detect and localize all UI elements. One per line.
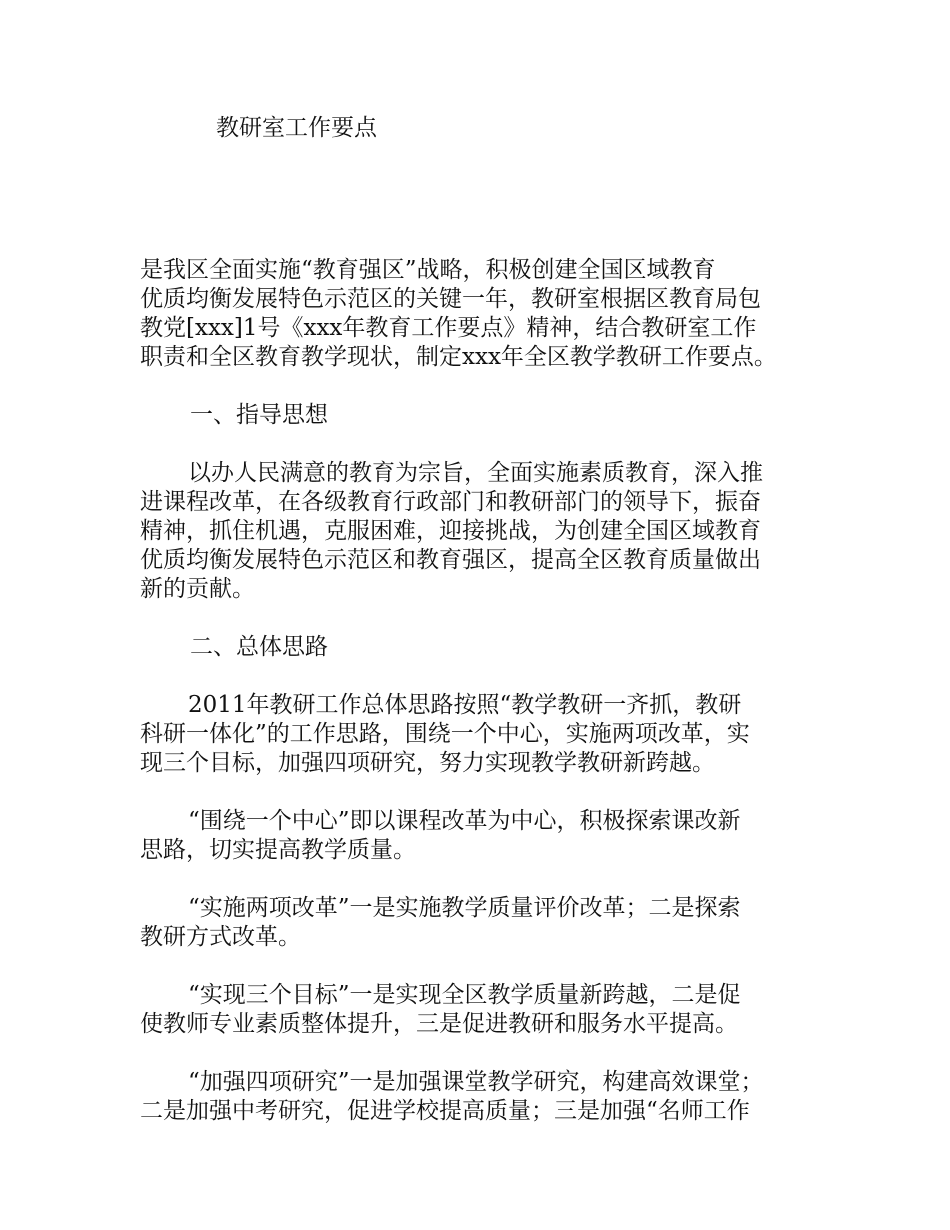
paragraph-line: 新的贡献。	[140, 576, 255, 602]
paragraph-line: 使教师专业素质整体提升，三是促进教研和服务水平提高。	[140, 1011, 738, 1037]
paragraph-line: 二是加强中考研究，促进学校提高质量；三是加强“名师工作	[140, 1098, 750, 1124]
guiding-ideology-paragraph	[140, 459, 830, 604]
section-heading-overall-approach: 二、总体思路	[190, 634, 328, 660]
paragraph-line: “加强四项研究”一是加强课堂教学研究，构建高效课堂；	[188, 1069, 764, 1095]
paragraph-line: 精神，抓住机遇，克服困难，迎接挑战，为创建全国区域教育	[140, 518, 761, 544]
four-studies-paragraph	[140, 1068, 830, 1126]
overall-approach-paragraph	[140, 691, 830, 778]
section-heading-guiding-ideology: 一、指导思想	[190, 402, 328, 428]
paragraph-line: 教研方式改革。	[140, 924, 301, 950]
intro-line: 优质均衡发展特色示范区的关键一年，教研室根据区教育局包	[140, 286, 761, 312]
document-body	[140, 256, 830, 1155]
paragraph-line: 优质均衡发展特色示范区和教育强区，提高全区教育质量做出	[140, 547, 761, 573]
document-title: 教研室工作要点	[216, 115, 377, 141]
paragraph-line: “围绕一个中心”即以课程改革为中心，积极探索课改新	[188, 808, 741, 834]
two-reforms-paragraph	[140, 894, 830, 952]
paragraph-line: 现三个目标，加强四项研究，努力实现教学教研新跨越。	[140, 750, 715, 776]
intro-line: 是我区全面实施“教育强区”战略，积极创建全国区域教育	[140, 257, 716, 283]
paragraph-line: “实施两项改革”一是实施教学质量评价改革；二是探索	[188, 895, 741, 921]
paragraph-line: 科研一体化”的工作思路，围绕一个中心，实施两项改革，实	[140, 721, 750, 747]
intro-line: 教党[xxx]1号《xxx年教育工作要点》精神，结合教研室工作	[140, 315, 757, 341]
intro-line: 职责和全区教育教学现状，制定xxx年全区教学教研工作要点。	[140, 344, 777, 370]
paragraph-line: “实现三个目标”一是实现全区教学质量新跨越，二是促	[188, 982, 741, 1008]
intro-paragraph	[140, 256, 830, 372]
paragraph-line: 进课程改革，在各级教育行政部门和教研部门的领导下，振奋	[140, 489, 761, 515]
one-center-paragraph	[140, 807, 830, 865]
three-goals-paragraph	[140, 981, 830, 1039]
paragraph-line: 2011年教研工作总体思路按照“教学教研一齐抓，教研	[188, 692, 742, 718]
paragraph-line: 以办人民满意的教育为宗旨，全面实施素质教育，深入推	[188, 460, 763, 486]
paragraph-line: 思路，切实提高教学质量。	[140, 837, 416, 863]
